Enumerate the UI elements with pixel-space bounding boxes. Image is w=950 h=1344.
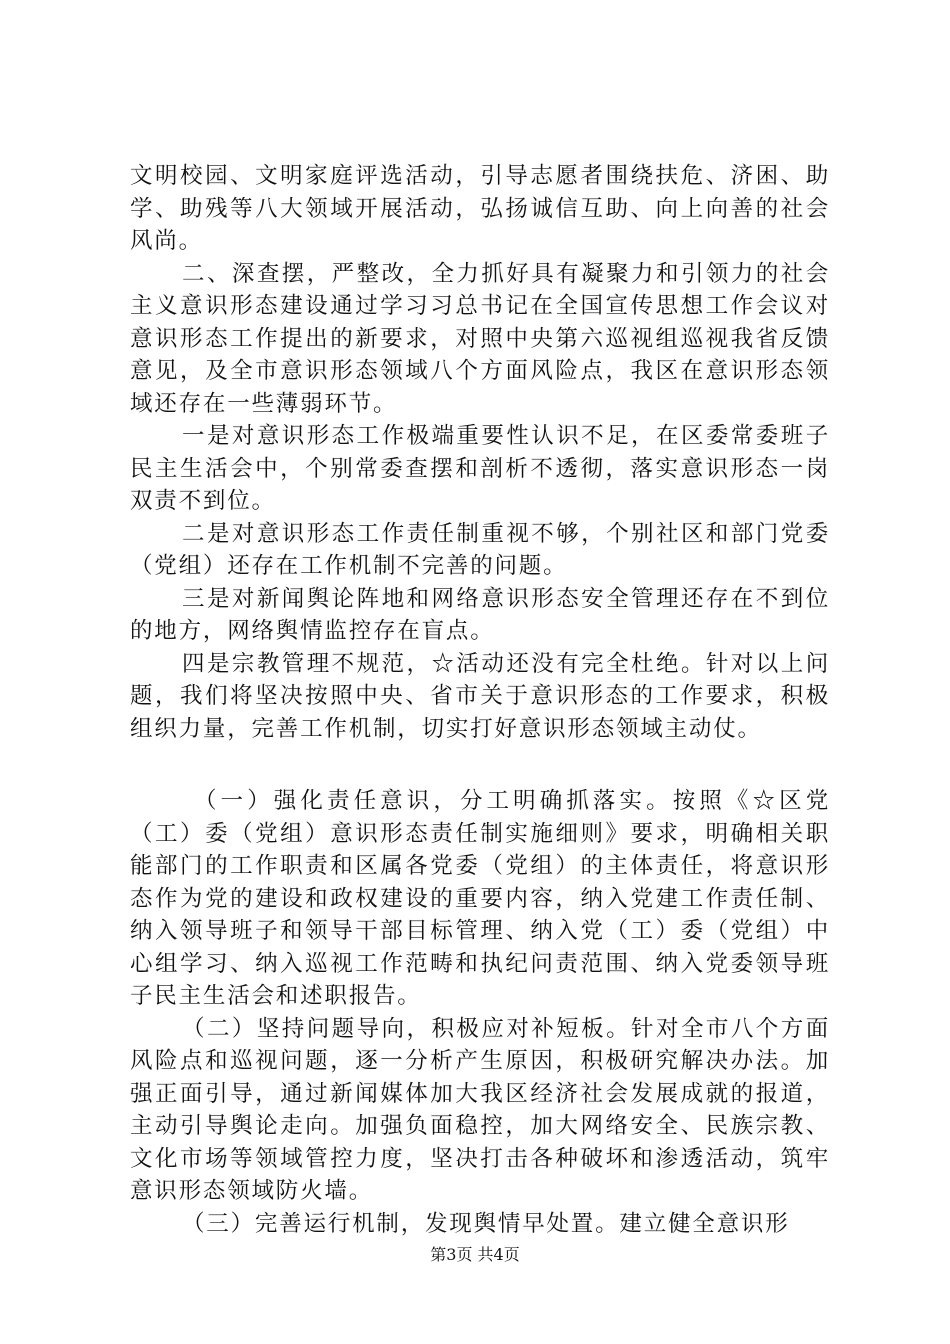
paragraph-continuation: 文明校园、文明家庭评选活动，引导志愿者围绕扶危、济困、助学、助残等八大领域开展活动，弘扬诚信互助、向上向善的社会风尚。 xyxy=(130,163,830,254)
paragraph-section-two: 二、深查摆，严整改，全力抓好具有凝聚力和引领力的社会主义意识形态建设通过学习习总书记在全国宣传思想工作会议对意识形态工作提出的新要求，对照中央第六巡视组巡视我省反馈意见，及全市意识形态领域八个方面风险点，我区在意识形态领域还存在一些薄弱环节。 xyxy=(130,260,830,417)
paragraph-measure-one: （一）强化责任意识，分工明确抓落实。按照《☆区党（工）委（党组）意识形态责任制实施细则》要求，明确相关职能部门的工作职责和区属各党委（党组）的主体责任，将意识形态作为党的建设和政权建设的重要内容，纳入党建工作责任制、纳入领导班子和领导干部目标管理、纳入党（工）委（党组）中心组学习、纳入巡视工作范畴和执纪问责范围、纳入党委领导班子民主生活会和述职报告。 xyxy=(130,788,830,1009)
paragraph-issue-four: 四是宗教管理不规范，☆活动还没有完全杜绝。针对以上问题，我们将坚决按照中央、省市关于意识形态的工作要求，积极组织力量，完善工作机制，切实打好意识形态领域主动仗。 xyxy=(130,650,830,742)
paragraph-issue-three: 三是对新闻舆论阵地和网络意识形态安全管理还存在不到位的地方，网络舆情监控存在盲点。 xyxy=(130,585,830,644)
paragraph-gap xyxy=(130,745,830,785)
paragraph-measure-three: （三）完善运行机制，发现舆情早处置。建立健全意识形 xyxy=(182,1210,790,1237)
paragraph-measure-two: （二）坚持问题导向，积极应对补短板。针对全市八个方面风险点和巡视问题，逐一分析产生原因，积极研究解决办法。加强正面引导，通过新闻媒体加大我区经济社会发展成就的报道，主动引导舆论走向。加强负面稳控，加大网络安全、民族宗教、文化市场等领域管控力度，坚决打击各种破坏和渗透活动，筑牢意识形态领域防火墙。 xyxy=(130,1015,830,1204)
page-footer: 第3页 共4页 xyxy=(430,1245,520,1264)
paragraph-issue-one: 一是对意识形态工作极端重要性认识不足，在区委常委班子民主生活会中，个别常委查摆和剖析不透彻，落实意识形态一岗双责不到位。 xyxy=(130,423,830,514)
document-body xyxy=(130,160,830,1240)
paragraph-issue-two: 二是对意识形态工作责任制重视不够，个别社区和部门党委（党组）还存在工作机制不完善的问题。 xyxy=(130,520,830,579)
